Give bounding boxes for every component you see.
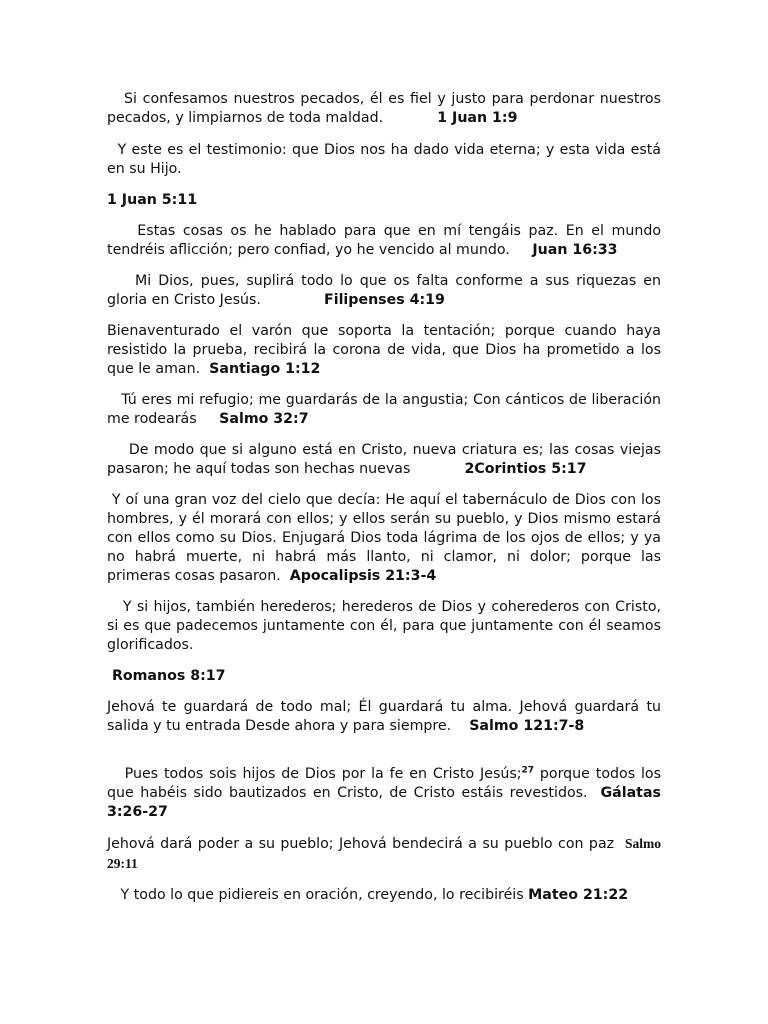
verse-paragraph: [107, 698, 666, 736]
verse-gap: [383, 110, 437, 126]
verse-text: Jehová te guardará de todo mal; Él guardará tu alma. Jehová guardará tu salida y tu entrada Desde ahora y para siempre.: [107, 699, 666, 734]
verse-text: Si confesamos nuestros pecados, él es fiel y justo para perdonar nuestros pecados, y limpiarnos de toda maldad.: [107, 91, 666, 126]
verse-reference: 2Corintios 5:17: [464, 461, 587, 477]
verse-text: Y si hijos, también herederos; herederos de Dios y coherederos con Cristo, si es que padecemos juntamente con él, para que juntamente con él seamos glorificados.: [107, 599, 666, 653]
verse-reference: 1 Juan 5:11: [107, 192, 198, 208]
verse-reference: Romanos 8:17: [107, 668, 226, 684]
verse-reference: Santiago 1:12: [209, 361, 321, 377]
verse-gap: [197, 411, 220, 427]
verse-text: Y oí una gran voz del cielo que decía: He aquí el tabernáculo de Dios con los hombres, y él morará con ellos; y ellos serán su pueblo, y Dios mismo estará con ellos como su Dios. Enjugará Dios toda lágrima de los ojos de ellos; y ya no habrá muerte, ni habrá más llanto, ni clamor, ni dolor; porque las primeras cosas pasaron.: [107, 492, 666, 584]
verse-text-continued: porque todos los que habéis sido bautizados en Cristo, de Cristo estáis revestidos.: [107, 766, 666, 801]
verse-text: Jehová dará poder a su pueblo; Jehová bendecirá a su pueblo con paz: [107, 836, 615, 852]
verse-number-superscript: 27: [521, 765, 535, 776]
verse-paragraph: [107, 886, 661, 905]
verse-gap: [588, 785, 601, 801]
verse-paragraph: [107, 222, 666, 260]
verse-text: Pues todos sois hijos de Dios por la fe en Cristo Jesús;: [107, 766, 522, 782]
verse-reference: Gálatas 3:26-27: [107, 785, 666, 820]
verse-text: Y este es el testimonio: que Dios nos ha dado vida eterna; y esta vida está en su Hijo.: [107, 142, 666, 177]
verse-paragraph: [107, 141, 666, 179]
verse-paragraph: [107, 834, 665, 874]
verse-paragraph: [107, 90, 666, 128]
verse-gap: [451, 718, 469, 734]
verse-paragraph: [107, 272, 666, 310]
verse-paragraph: [107, 322, 666, 379]
verse-reference: Apocalipsis 21:3-4: [289, 568, 437, 584]
verse-paragraph: [107, 765, 666, 822]
verse-reference-line: [107, 191, 661, 210]
verse-text: Estas cosas os he hablado para que en mí tengáis paz. En el mundo tendréis aflicción; pero confiad, yo he vencido al mundo.: [107, 223, 666, 258]
verse-text: De modo que si alguno está en Cristo, nueva criatura es; las cosas viejas pasaron; he aquí todas son hechas nuevas: [107, 442, 666, 477]
verse-paragraph: [107, 491, 666, 586]
verse-gap: [261, 292, 324, 308]
verse-paragraph: [107, 391, 666, 429]
verse-reference: Juan 16:33: [532, 242, 618, 258]
verse-gap: [410, 461, 464, 477]
verse-gap: [281, 568, 290, 584]
verse-reference: Mateo 21:22: [528, 887, 629, 903]
verse-reference: Filipenses 4:19: [324, 292, 445, 308]
verse-gap: [510, 242, 533, 258]
verse-paragraph: [107, 441, 666, 479]
verse-reference: Salmo 29:11: [107, 836, 665, 871]
verse-gap: [200, 361, 209, 377]
document-page: [107, 90, 666, 905]
verse-gap: [614, 836, 625, 852]
verse-text: Tú eres mi refugio; me guardarás de la angustia; Con cánticos de liberación me rodearás: [107, 392, 666, 427]
verse-text: Mi Dios, pues, suplirá todo lo que os falta conforme a sus riquezas en gloria en Cristo Jesús.: [107, 273, 666, 308]
verse-text: Bienaventurado el varón que soporta la tentación; porque cuando haya resistido la prueba, recibirá la corona de vida, que Dios ha prometido a los que le aman.: [107, 323, 666, 377]
verse-reference-line: [107, 667, 661, 686]
verse-reference: Salmo 121:7-8: [469, 718, 585, 734]
verse-text: Y todo lo que pidiereis en oración, creyendo, lo recibiréis: [107, 887, 524, 903]
verse-reference: 1 Juan 1:9: [437, 110, 518, 126]
verse-paragraph: [107, 598, 666, 655]
verse-reference: Salmo 32:7: [219, 411, 309, 427]
